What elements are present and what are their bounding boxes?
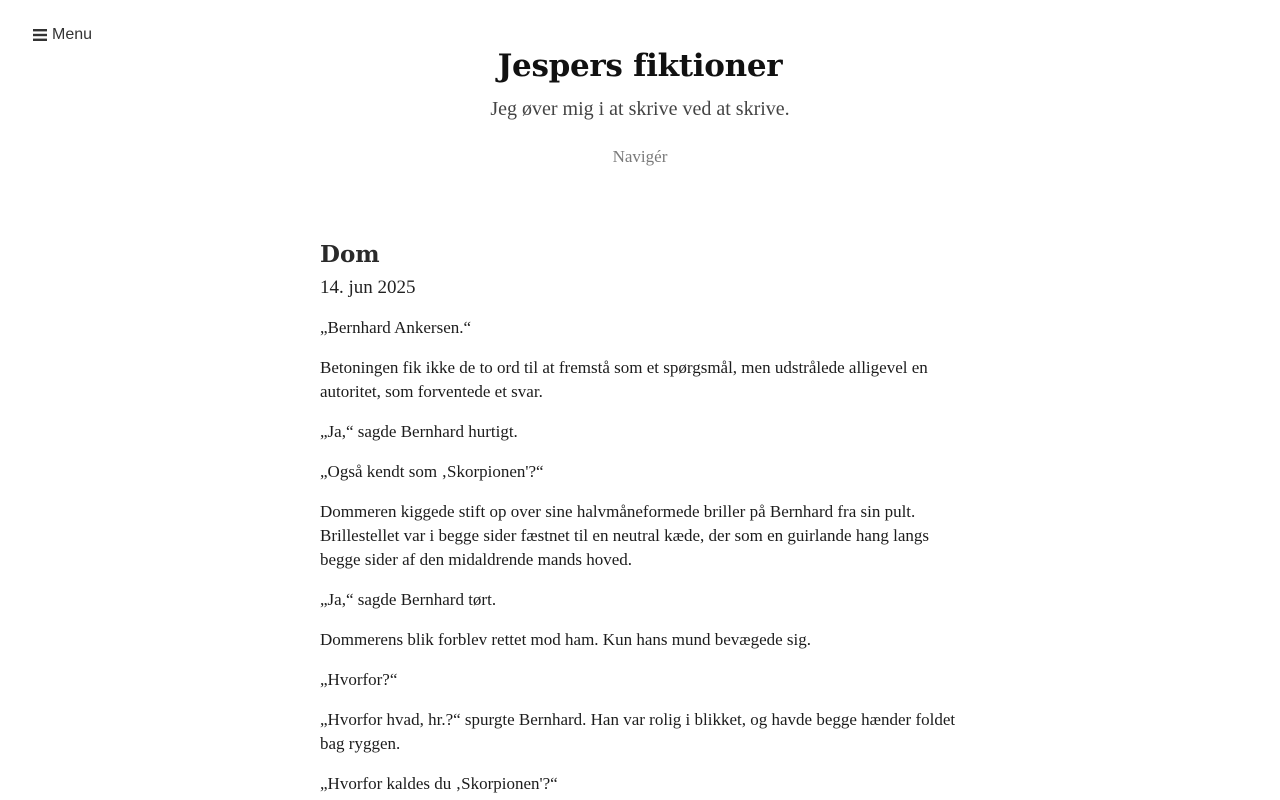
menu-label: Menu (52, 26, 93, 43)
site-tagline: Jeg øver mig i at skrive ved at skrive. (490, 98, 790, 120)
post-paragraph: Betoningen fik ikke de to ord til at fremstå som et spørgsmål, men udstrålede alligevel en autoritet, som forventede et svar. (320, 358, 928, 401)
post-article (320, 238, 960, 800)
post-paragraph: „Også kendt som ‚Skorpionen'?“ (320, 462, 544, 481)
menu-button[interactable] (33, 26, 92, 44)
site-header (0, 44, 1280, 168)
post-body (320, 316, 960, 796)
post-date: 14. jun 2025 (320, 277, 416, 298)
post-paragraph: Dommeren kiggede stift op over sine halvmåneformede briller på Bernhard fra sin pult. Brillestellet var i begge sider fæstnet til en neutral kæde, der som en guirlande hang langs begge sider af den midaldrende mands hoved. (320, 502, 930, 569)
post-paragraph: „Bernhard Ankersen.“ (320, 318, 472, 337)
post-paragraph: „Hvorfor?“ (320, 670, 398, 689)
post-paragraph: „Ja,“ sagde Bernhard tørt. (320, 590, 497, 609)
post-title: Dom (320, 241, 380, 268)
post-paragraph: „Hvorfor kaldes du ‚Skorpionen'?“ (320, 774, 558, 793)
hamburger-icon (33, 29, 47, 41)
navigate-link[interactable]: Navigér (612, 147, 668, 166)
post-paragraph: Dommerens blik forblev rettet mod ham. Kun hans mund bevægede sig. (320, 630, 812, 649)
site-title[interactable]: Jespers fiktioner (497, 48, 783, 84)
post-paragraph: „Ja,“ sagde Bernhard hurtigt. (320, 422, 518, 441)
post-paragraph: „Hvorfor hvad, hr.?“ spurgte Bernhard. Han var rolig i blikket, og havde begge hænder foldet bag ryggen. (320, 710, 956, 753)
